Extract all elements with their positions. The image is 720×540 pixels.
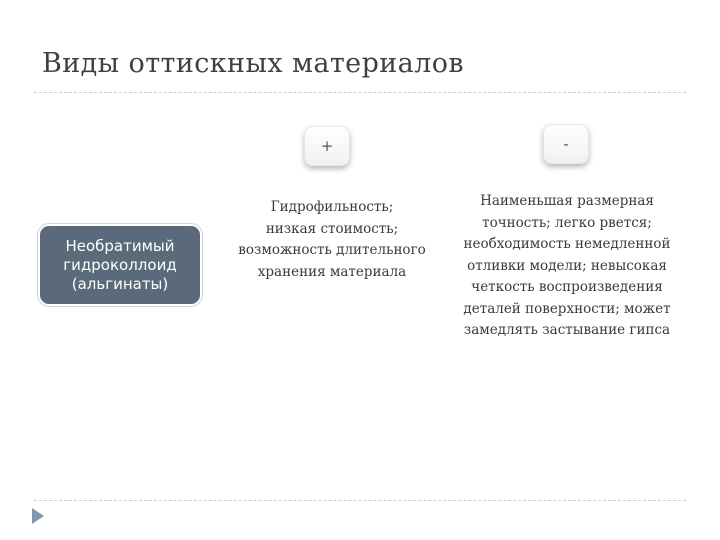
advantages-header: +	[304, 126, 350, 166]
disadvantages-header: -	[543, 124, 589, 164]
disadvantages-text: Наименьшая размерная точность; легко рвется; необходимость немедленной отливки модели; невысокая четкость воспроизведения деталей поверхности; может замедлять застывание гипса	[463, 193, 671, 338]
slide-marker-icon	[32, 508, 44, 524]
title-divider	[34, 92, 686, 93]
material-category-box: Необратимый гидроколлоид (альгинаты)	[38, 224, 202, 306]
slide-title: Виды оттискных материалов	[42, 48, 464, 79]
advantages-text: Гидрофильность; низкая стоимость; возможность длительного хранения материала	[238, 199, 426, 280]
footer-divider	[34, 500, 686, 501]
